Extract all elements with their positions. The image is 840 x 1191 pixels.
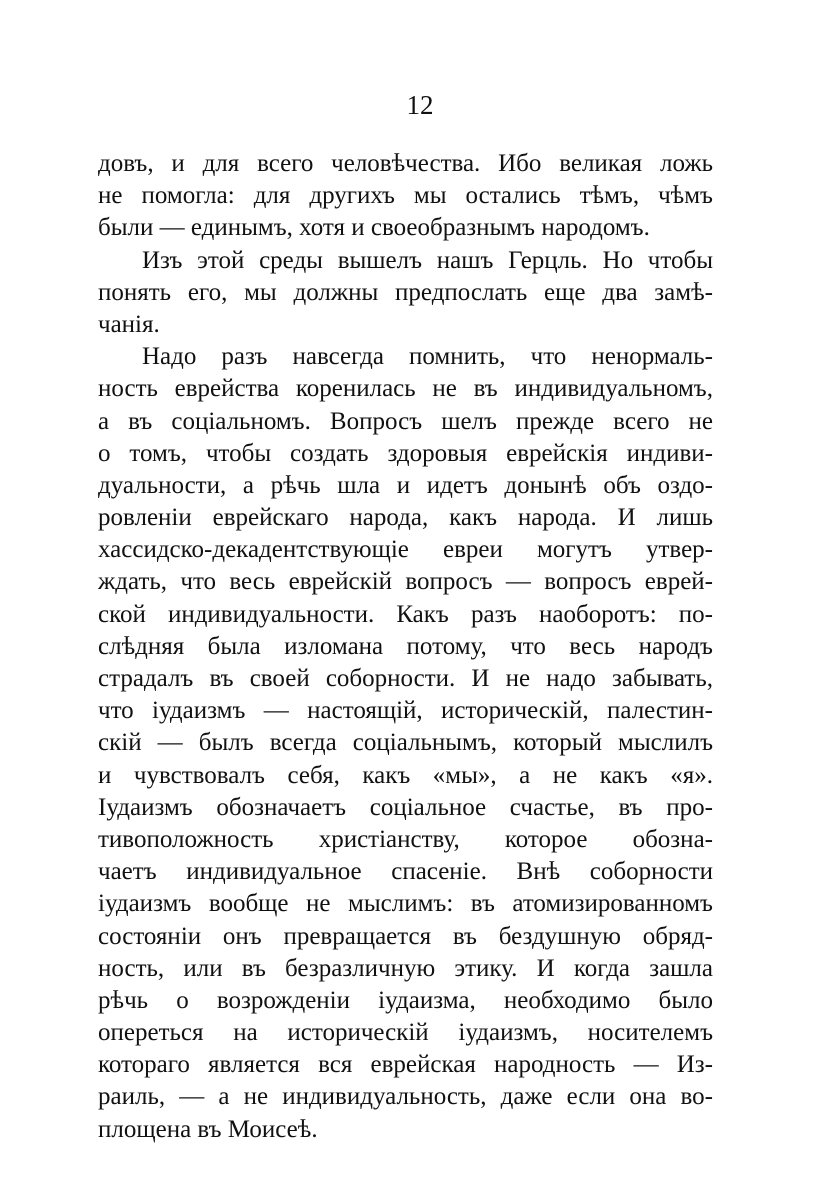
text-line: страдалъ въ своей соборности. И не надо забывать, (98, 665, 713, 692)
text-line: дуальности, а рѣчь шла и идетъ донынѣ объ оздо- (98, 471, 713, 499)
text-line: что іудаизмъ — настоящій, историческій, палестин- (98, 697, 713, 725)
text-line: хассидско-декадентствующіе евреи могутъ утвер- (98, 536, 713, 564)
text-line: слѣдняя была изломана потому, что весь народъ (98, 632, 713, 660)
page-number: 12 (406, 90, 434, 120)
text-line: ность еврейства коренилась не въ индивидуальномъ, (98, 375, 713, 403)
text-line: понять его, мы должны предпослать еще два замѣ- (98, 278, 713, 306)
text-line: раиль, — а не индивидуальность, даже если она во- (98, 1083, 713, 1111)
text-line: Надо разъ навсегда помнить, что ненормаль- (142, 343, 713, 371)
text-line: ждать, что весь еврейскій вопросъ — вопросъ еврей- (98, 568, 713, 596)
text-line: Изъ этой среды вышелъ нашъ Герцль. Но чтобы (142, 246, 713, 274)
text-line: ровленіи еврейскаго народа, какъ народа. И лишь (98, 504, 713, 532)
text-line: и чувствовалъ себя, какъ «мы», а не какъ «я». (98, 761, 713, 789)
text-line: котораго является вся еврейская народность — Из- (98, 1051, 713, 1079)
text-line: іудаизмъ вообще не мыслимъ: въ атомизированномъ (98, 890, 713, 918)
text-line: скій — былъ всегда соціальнымъ, который мыслилъ (98, 729, 713, 757)
text-line: не помогла: для другихъ мы остались тѣмъ, чѣмъ (98, 182, 713, 210)
text-line: чанія. (98, 310, 160, 338)
text-line: о томъ, чтобы создать здоровыя еврейскія индиви- (98, 439, 713, 467)
text-line: были — единымъ, хотя и своеобразнымъ народомъ. (98, 214, 650, 242)
text-line: площена въ Моисеѣ. (98, 1115, 318, 1143)
text-line: состояніи онъ превращается въ бездушную обряд- (98, 922, 713, 950)
text-line: чаетъ индивидуальное спасеніе. Внѣ соборности (98, 858, 713, 886)
text-line: опереться на историческій іудаизмъ, носителемъ (98, 1019, 713, 1047)
text-line: а въ соціальномъ. Вопросъ шелъ прежде всего не (98, 407, 713, 435)
body-text (98, 148, 713, 1146)
text-line: ской индивидуальности. Какъ разъ наоборотъ: по- (98, 600, 713, 628)
text-line: довъ, и для всего человѣчества. Ибо великая ложь (98, 150, 713, 177)
text-line: рѣчь о возрожденіи іудаизма, необходимо было (98, 986, 713, 1014)
text-line: тивоположность христіанству, которое обозна- (98, 825, 713, 853)
text-line: Іудаизмъ обозначаетъ соціальное счастье, въ про- (98, 793, 713, 821)
text-line: ность, или въ безразличную этику. И когда зашла (98, 954, 713, 982)
